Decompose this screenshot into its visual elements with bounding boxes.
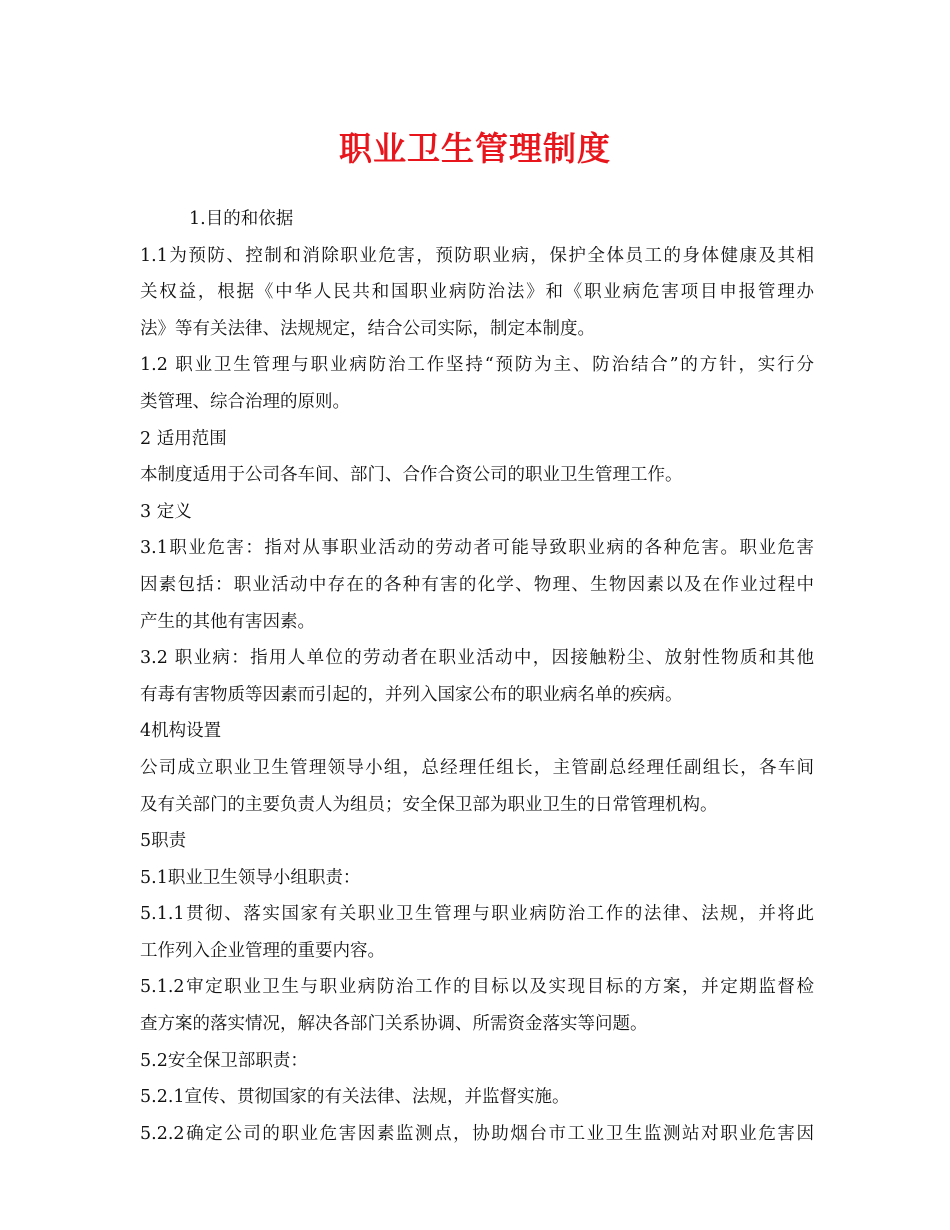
document-title: 职业卫生管理制度 [339, 129, 611, 168]
section-heading-purpose: 1.目的和依据 [189, 209, 294, 229]
document-body [140, 201, 814, 1152]
paragraph-line: 有毒有害物质等因素而引起的，并列入国家公布的职业病名单的疾病。 [140, 684, 683, 705]
paragraph-line: 1.1为预防、控制和消除职业危害，预防职业病，保护全体员工的身体健康及其相 [140, 245, 814, 266]
section-heading-responsibilities: 5职责 [140, 831, 187, 852]
paragraph-line: 因素包括：职业活动中存在的各种有害的化学、物理、生物因素以及在作业过程中 [140, 574, 814, 595]
paragraph-line: 5.2.1宣传、贯彻国家的有关法律、法规，并监督实施。 [140, 1087, 570, 1108]
paragraph-line: 查方案的落实情况，解决各部门关系协调、所需资金落实等问题。 [140, 1014, 648, 1035]
paragraph-line: 3.2 职业病：指用人单位的劳动者在职业活动中，因接触粉尘、放射性物质和其他 [140, 648, 814, 669]
section-heading-definitions: 3 定义 [140, 501, 192, 522]
paragraph-line: 5.1.2审定职业卫生与职业病防治工作的目标以及实现目标的方案，并定期监督检 [140, 977, 814, 998]
paragraph-line: 产生的其他有害因素。 [140, 611, 315, 632]
paragraph-line: 关权益，根据《中华人民共和国职业病防治法》和《职业病危害项目申报管理办 [140, 282, 814, 303]
paragraph-line: 本制度适用于公司各车间、部门、合作合资公司的职业卫生管理工作。 [140, 465, 683, 486]
subsection-heading: 5.1职业卫生领导小组职责： [140, 867, 361, 888]
paragraph-line: 法》等有关法律、法规规定，结合公司实际，制定本制度。 [140, 318, 595, 339]
subsection-heading: 5.2安全保卫部职责： [140, 1050, 308, 1071]
section-heading-organization: 4机构设置 [140, 721, 222, 742]
paragraph-line: 1.2 职业卫生管理与职业病防治工作坚持“预防为主、防治结合”的方针，实行分 [140, 355, 814, 376]
paragraph-line: 及有关部门的主要负责人为组员；安全保卫部为职业卫生的日常管理机构。 [140, 794, 718, 815]
paragraph-line: 3.1职业危害：指对从事职业活动的劳动者可能导致职业病的各种危害。职业危害 [140, 538, 814, 559]
paragraph-line: 类管理、综合治理的原则。 [140, 391, 350, 412]
paragraph-line: 公司成立职业卫生管理领导小组，总经理任组长，主管副总经理任副组长，各车间 [140, 757, 814, 778]
section-heading-scope: 2 适用范围 [140, 428, 227, 449]
paragraph-line: 工作列入企业管理的重要内容。 [140, 940, 385, 961]
paragraph-line: 5.2.2确定公司的职业危害因素监测点，协助烟台市工业卫生监测站对职业危害因 [140, 1123, 814, 1144]
paragraph-line: 5.1.1贯彻、落实国家有关职业卫生管理与职业病防治工作的法律、法规，并将此 [140, 904, 814, 925]
